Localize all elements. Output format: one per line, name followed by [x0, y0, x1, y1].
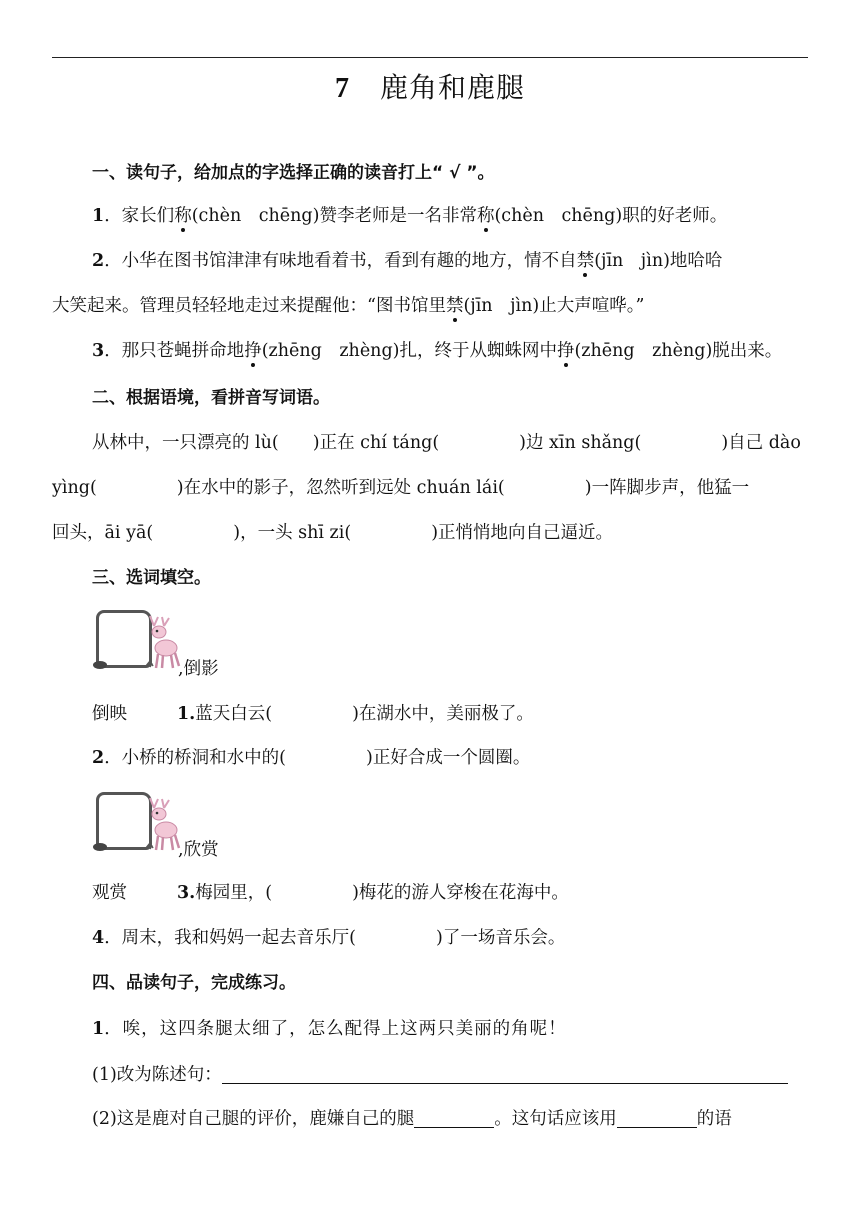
section-1-heading: 一、读句子，给加点的字选择正确的读音打上“ √ ”。 [92, 163, 495, 183]
deer-icon [92, 792, 184, 854]
text: 大笑起来。管理员轻轻地走过来提醒他：“图书馆里 [52, 296, 446, 316]
q1-sentence-2-line-1 [92, 249, 722, 273]
text: (zhēng zhèng)扎，终于从蜘蛛网中 [261, 341, 557, 361]
text: ．那只苍蝇拼命地 [104, 341, 245, 361]
item-number: 4 [92, 928, 105, 948]
answer-blank[interactable] [617, 1127, 697, 1128]
q3-item-4 [92, 926, 565, 950]
answer-blank[interactable] [222, 1083, 788, 1084]
dotted-char: 挣 [556, 341, 575, 361]
text: (1)改为陈述句： [92, 1065, 222, 1085]
text: )一阵脚步声，他猛一 [584, 478, 750, 498]
lesson-name: 鹿角和鹿腿 [379, 71, 525, 104]
q3-item-3 [92, 881, 569, 905]
section-2-heading: 二、根据语境，看拼音写词语。 [92, 388, 330, 408]
q2-line-3 [52, 521, 613, 545]
section-3-heading: 三、选词填空。 [92, 568, 211, 588]
text: yìng( [52, 478, 97, 498]
dotted-char: 挣 [244, 341, 262, 361]
q4-part-2 [92, 1107, 732, 1131]
deer-word-box-2 [92, 792, 184, 854]
text: ．小华在图书馆津津有味地看着书，看到有趣的地方，情不自 [104, 251, 577, 271]
text: 的语 [696, 1109, 732, 1129]
text: 回头，āi yā( [52, 523, 154, 543]
text: (jīn jìn)止大声喧哗。” [463, 296, 645, 316]
text: )在水中的影子，忽然听到远处 chuán lái( [176, 478, 505, 498]
word-choice-2: 倒映 [92, 704, 127, 724]
q3-item-2 [92, 746, 530, 770]
text: 从林中，一只漂亮的 lù( [92, 433, 279, 453]
text: ．家长们 [104, 206, 175, 226]
text: )正好合成一个圆圈。 [366, 748, 531, 768]
text: (zhēng zhèng)脱出来。 [574, 341, 783, 361]
deer-word-box-1 [92, 610, 184, 672]
text: )正悄悄地向自己逼近。 [431, 523, 614, 543]
text: )了一场音乐会。 [436, 928, 566, 948]
q3-item-1 [92, 702, 534, 726]
text: )，一头 shī zi( [233, 523, 352, 543]
q4-part-1 [92, 1063, 788, 1087]
item-number: 3. [177, 883, 196, 903]
text: ．唉，这四条腿太细了，怎么配得上这两只美丽的角呢！ [104, 1019, 567, 1039]
text: )边 xīn shǎng( [519, 433, 642, 453]
item-number: 3 [92, 341, 105, 361]
text: )自己 dào [721, 433, 801, 453]
lesson-number: 7 [334, 73, 350, 104]
q2-line-2 [52, 476, 749, 500]
q1-sentence-3 [92, 339, 782, 363]
text: 梅园里，( [195, 883, 273, 903]
text: (jīn jìn)地哈哈 [594, 251, 723, 271]
dotted-char: 禁 [576, 251, 595, 271]
text: (chèn chēng)赞李老师是一名非常 [191, 206, 477, 226]
text: (2)这是鹿对自己腿的评价，鹿嫌自己的腿 [92, 1109, 415, 1129]
item-number: 1 [92, 1019, 105, 1039]
text: (chèn chēng)职的好老师。 [494, 206, 728, 226]
answer-blank[interactable] [414, 1127, 494, 1128]
text: ．周末，我和妈妈一起去音乐厅( [104, 928, 357, 948]
q2-line-1 [92, 431, 801, 455]
q1-sentence-2-line-2 [52, 294, 644, 318]
item-number: 1 [92, 206, 105, 226]
dotted-char: 称 [174, 206, 192, 226]
item-number: 2 [92, 251, 105, 271]
lesson-title [0, 66, 860, 106]
text: )梅花的游人穿梭在花海中。 [352, 883, 569, 903]
dotted-char: 称 [476, 206, 495, 226]
text: )在湖水中，美丽极了。 [352, 704, 534, 724]
header-rule [52, 57, 808, 58]
text: 。这句话应该用 [494, 1109, 617, 1129]
word-choice-1: ,倒影 [178, 659, 219, 679]
item-number: 1. [177, 704, 196, 724]
dotted-char: 禁 [445, 296, 464, 316]
text: ．小桥的桥洞和水中的( [104, 748, 287, 768]
word-choice-4: 观赏 [92, 883, 127, 903]
item-number: 2 [92, 748, 105, 768]
text: )正在 chí táng( [312, 433, 440, 453]
q4-sentence-1 [92, 1017, 567, 1041]
deer-icon [92, 610, 184, 672]
text: 蓝天白云( [195, 704, 273, 724]
word-choice-3: ,欣赏 [178, 840, 219, 860]
q1-sentence-1 [92, 204, 727, 228]
section-4-heading: 四、品读句子，完成练习。 [92, 973, 296, 993]
